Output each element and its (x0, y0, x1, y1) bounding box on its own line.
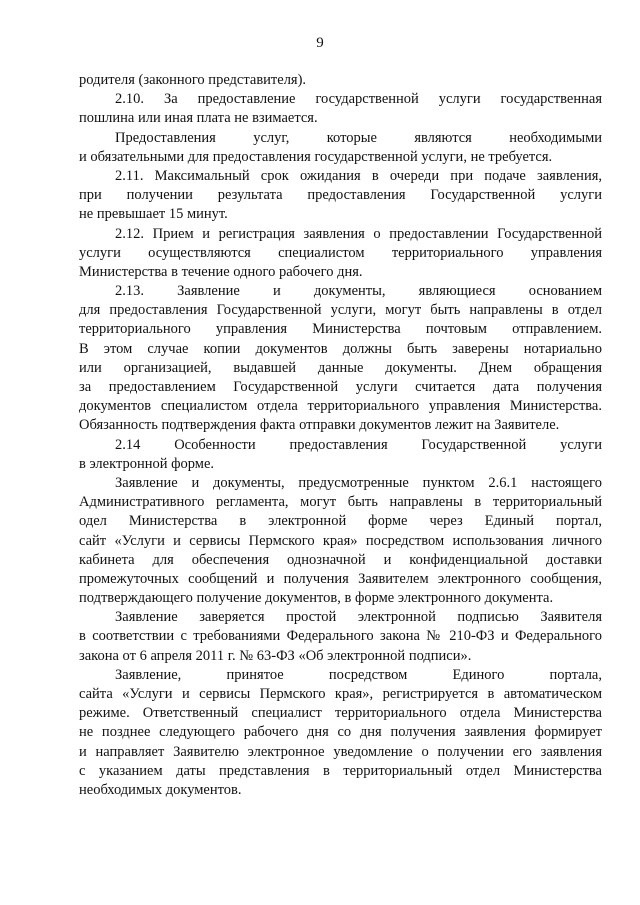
text-line: или организацией, выдавшей данные документы. Днем обращения (79, 359, 602, 376)
text-line: услуги осуществляются специалистом территориального управления (79, 244, 602, 261)
text-line: промежуточных сообщений и получения Заявителем электронного сообщения, (79, 570, 602, 587)
text-line: 2.10. За предоставление государственной услуги государственная (115, 91, 602, 108)
text-line: не превышает 15 минут. (79, 206, 228, 223)
text-line: для предоставления Государственной услуги, могут быть направлены в отдел (79, 302, 602, 319)
text-line: пошлина или иная плата не взимается. (79, 110, 318, 127)
text-line: с указанием даты представления в территориальный отдел Министерства (79, 762, 602, 779)
text-line: документов специалистом отдела территориального управления Министерства. (79, 398, 602, 415)
document-body (79, 71, 602, 800)
text-line: подтверждающего получение документов, в форме электронного документа. (79, 590, 554, 607)
text-line: режиме. Ответственный специалист территориального отдела Министерства (79, 705, 602, 722)
text-line: Заявление, принятое посредством Единого портала, (115, 666, 602, 683)
text-line: Обязанность подтверждения факта отправки документов лежит на Заявителе. (79, 417, 560, 434)
text-line: Заявление и документы, предусмотренные пунктом 2.6.1 настоящего (115, 474, 602, 491)
text-line: и направляет Заявителю электронное уведомление о получении его заявления (79, 743, 602, 760)
text-line: 2.14 Особенности предоставления Государственной услуги (115, 436, 602, 453)
page-number: 9 (316, 35, 324, 51)
text-line: 2.13. Заявление и документы, являющиеся основанием (115, 283, 602, 300)
text-line: и обязательными для предоставления государственной услуги, не требуется. (79, 148, 553, 165)
text-line: необходимых документов. (79, 781, 242, 798)
text-line: в электронной форме. (79, 455, 215, 472)
text-line: не позднее следующего рабочего дня со дня получения заявления формирует (79, 724, 602, 741)
text-line: сайт «Услуги и сервисы Пермского края» посредством использования личного (79, 532, 602, 549)
text-line: Административного регламента, могут быть направлены в территориальный (79, 494, 602, 511)
text-line: одел Министерства в электронной форме через Единый портал, (79, 513, 602, 530)
text-line: при получении результата предоставления Государственной услуги (79, 187, 602, 204)
text-line: родителя (законного представителя). (79, 72, 307, 88)
text-line: в соответствии с требованиями Федерального закона № 210-ФЗ и Федерального (79, 628, 602, 645)
text-line: 2.11. Максимальный срок ожидания в очереди при подаче заявления, (115, 167, 602, 184)
text-line: Министерства в течение одного рабочего дня. (79, 263, 363, 280)
text-line: за предоставлением Государственной услуги считается дата получения (79, 379, 602, 395)
text-line: 2.12. Прием и регистрация заявления о предоставлении Государственной (115, 225, 602, 242)
text-line: закона от 6 апреля 2011 г. № 63-ФЗ «Об электронной подписи». (79, 647, 472, 664)
text-line: кабинета для обеспечения однозначной и конфиденциальной доставки (79, 551, 602, 568)
text-line: Заявление заверяется простой электронной подписью Заявителя (115, 609, 602, 626)
text-line: В этом случае копии документов должны быть заверены нотариально (79, 340, 602, 357)
text-line: территориального управления Министерства почтовым отправлением. (79, 321, 602, 338)
text-line: Предоставления услуг, которые являются необходимыми (115, 129, 602, 146)
text-line: сайта «Услуги и сервисы Пермского края», регистрируется в автоматическом (79, 686, 602, 702)
